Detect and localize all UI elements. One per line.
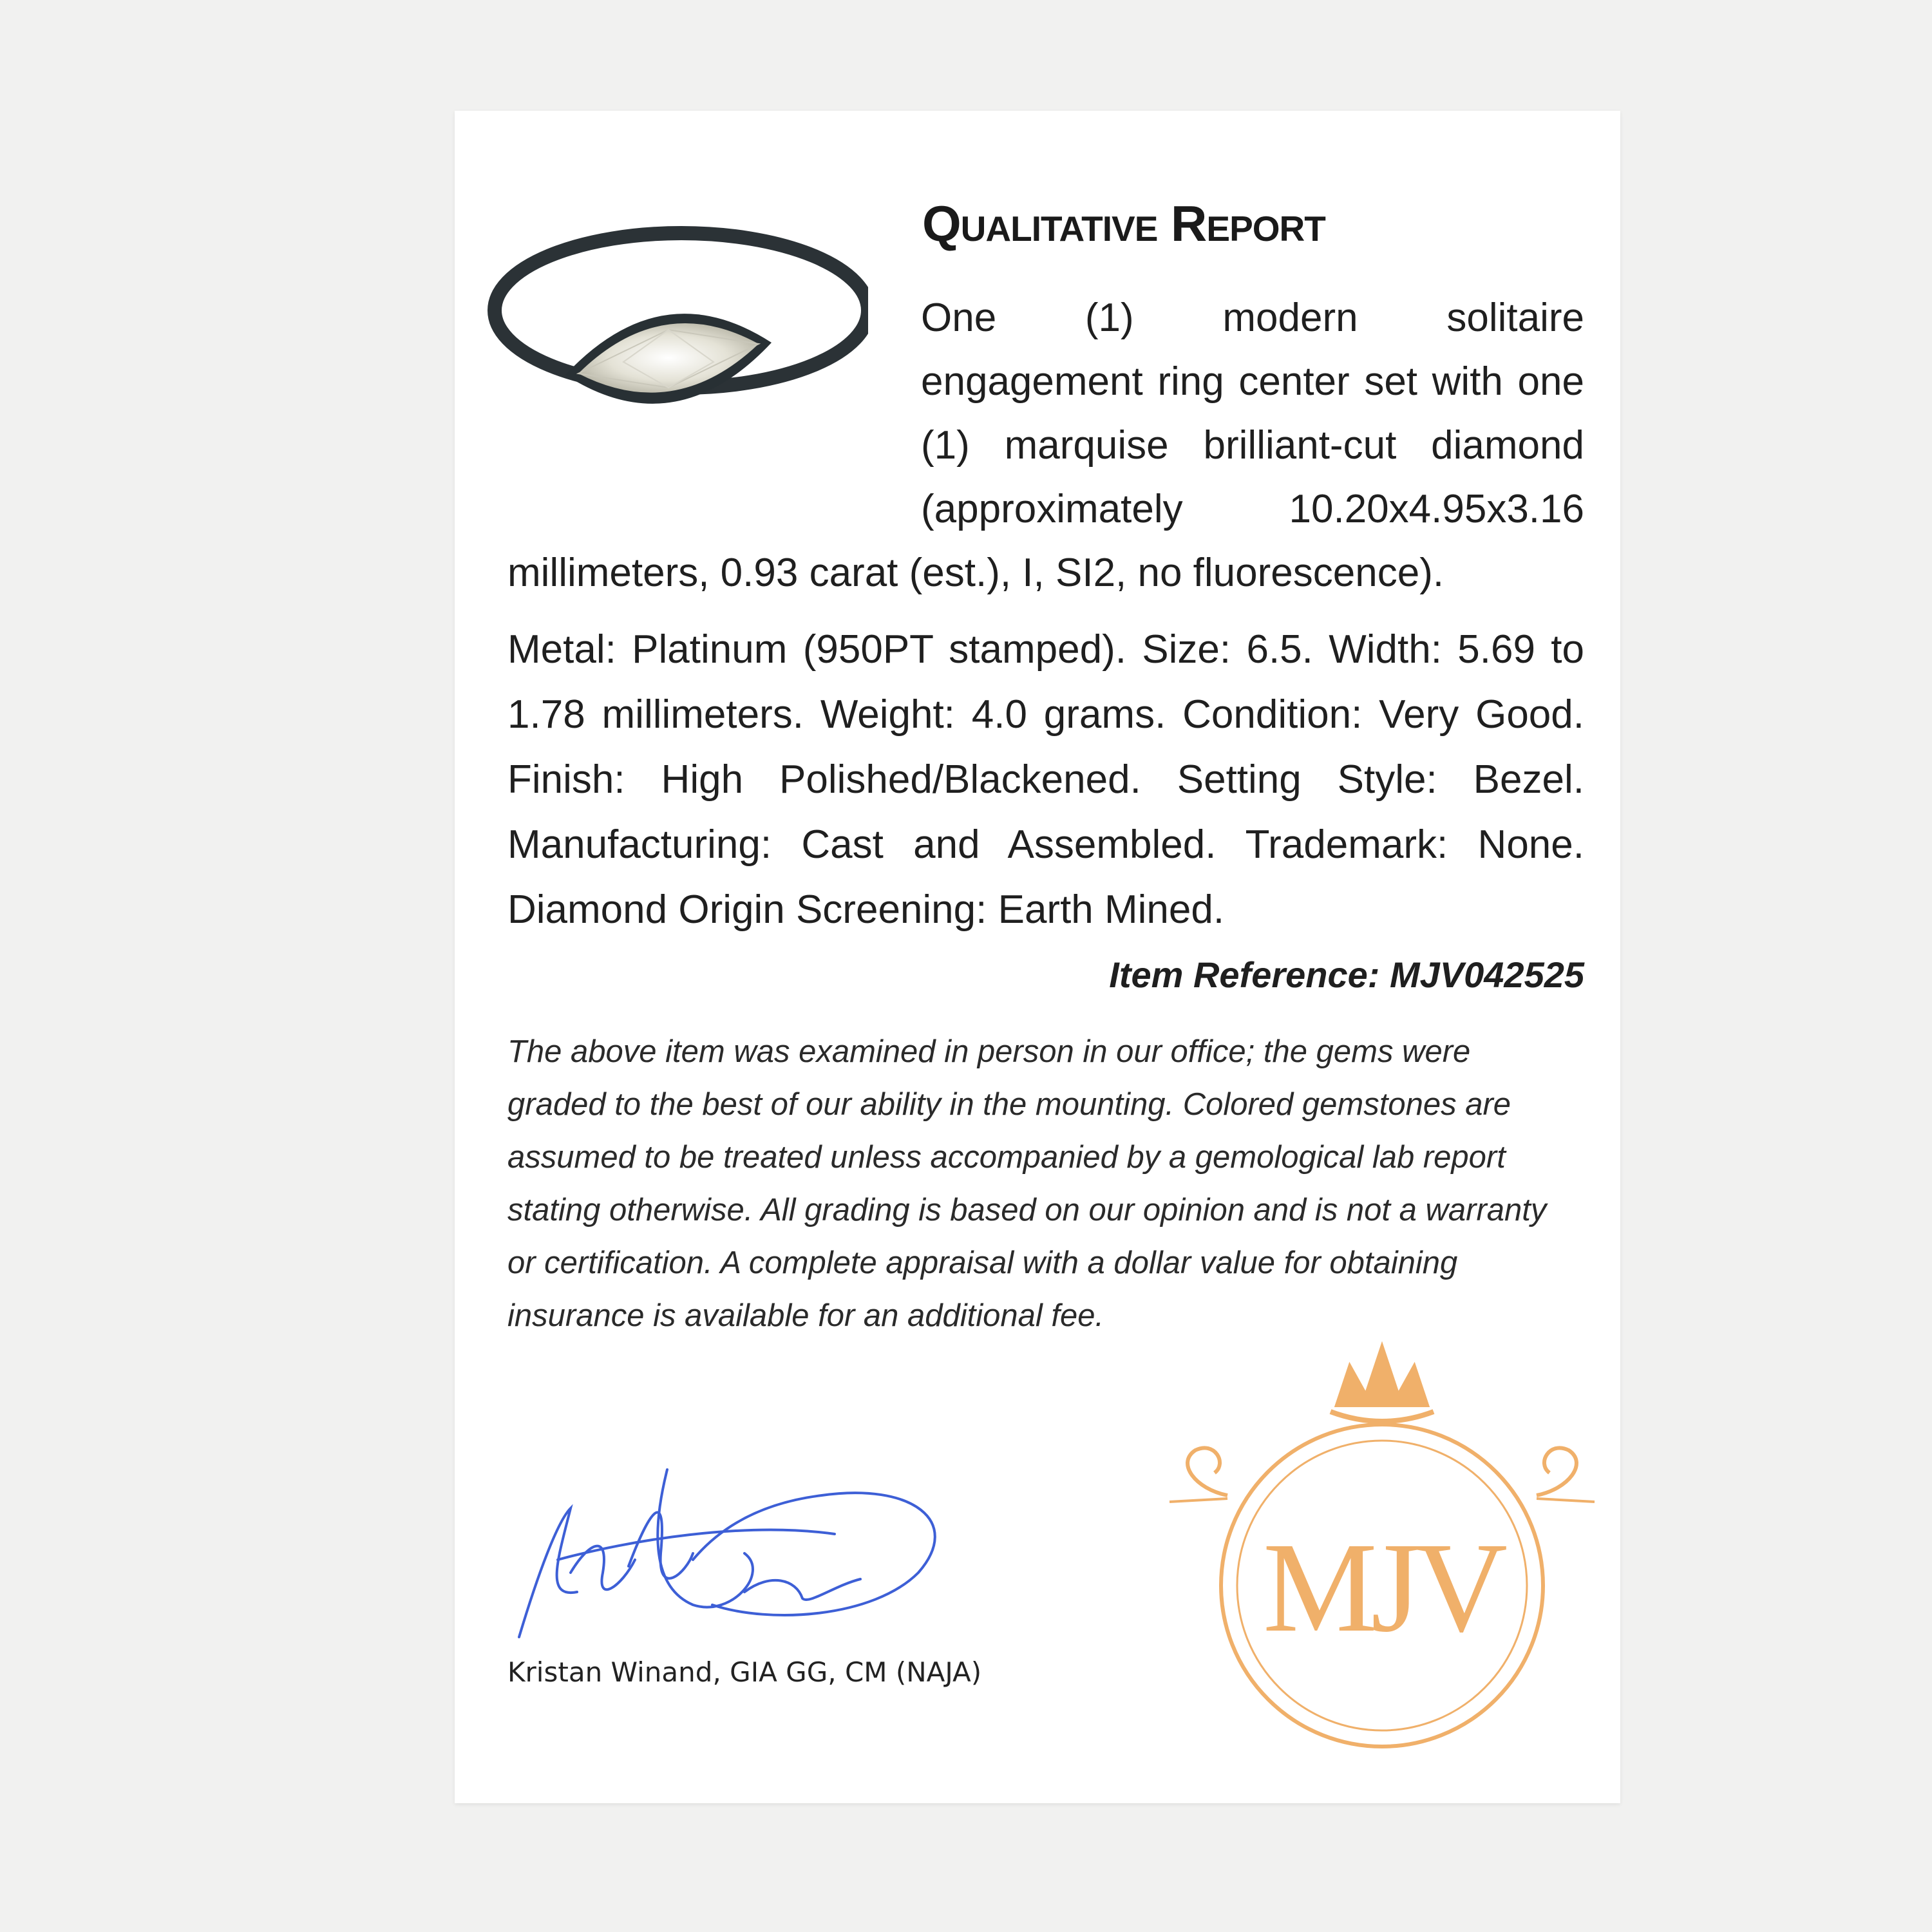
disclaimer: The above item was examined in person in our office; the gems were graded to the best of our ability in the mounting. Colored gemstones are assumed to be treated unless accompanied by a gemological lab report stating otherwise. All grading is based on our opinion and is not a warranty or certification. A complete appraisal with a dollar value for obtaining insurance is available for an additional fee. bbox=[507, 1034, 1547, 1333]
signature-icon bbox=[500, 1444, 963, 1656]
svg-text:MJV: MJV bbox=[1262, 1517, 1502, 1659]
report-title: Qualitative Report bbox=[922, 195, 1325, 252]
specs-text: Metal: Platinum (950PT stamped). Size: 6.5. Width: 5.69 to 1.78 millimeters. Weight: 4.0 grams. Condition: Very Good. Finish: High Polished/Blackened. Setting Style: Bezel. Manufacturing: Cast and Assembled. Trademark: None. Diamond Origin Screening: Earth Mined. bbox=[507, 627, 1584, 932]
signer-name: Kristan Winand, GIA GG, CM (NAJA) bbox=[507, 1656, 982, 1688]
item-reference: Item Reference: MJV042525 bbox=[1109, 954, 1584, 995]
ring-specs bbox=[507, 617, 1584, 1007]
report-card bbox=[455, 111, 1620, 1803]
ring-description bbox=[507, 286, 1584, 605]
mjv-seal-icon bbox=[1157, 1334, 1607, 1785]
description-text: One (1) modern solitaire engagement ring center set with one (1) marquise brilliant-cut diamond (approximately 10.20x4.95x3.16 millimeters, 0.93 carat (est.), I, SI2, no fluorescence). bbox=[507, 296, 1584, 595]
